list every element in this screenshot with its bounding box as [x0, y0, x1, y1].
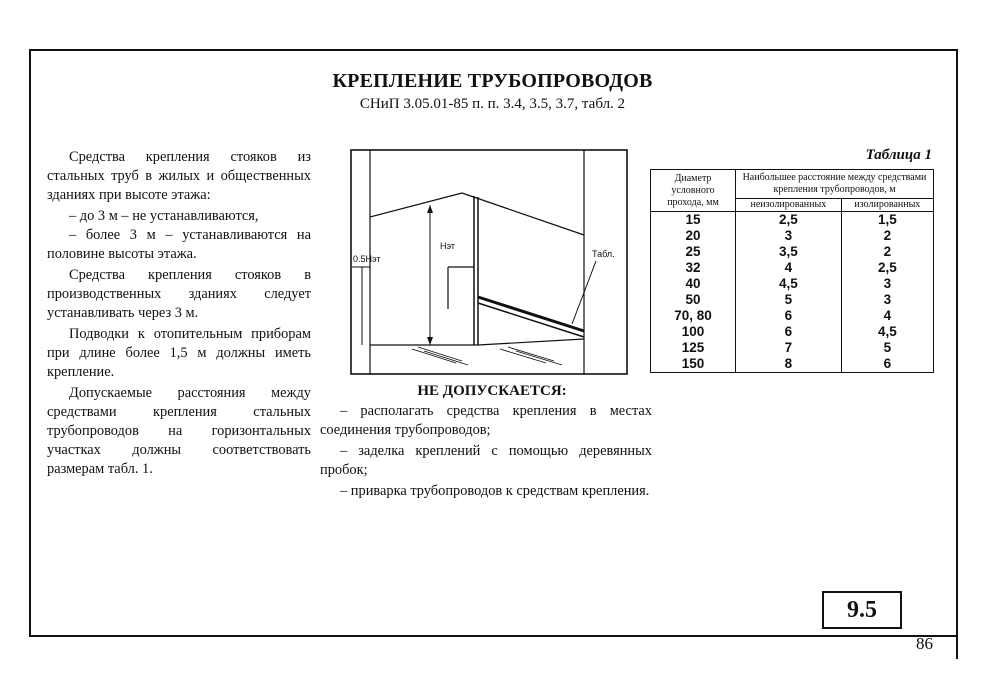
- header-insulated: изолированных: [841, 199, 933, 212]
- cell-diameter: 40: [651, 276, 736, 292]
- left-text-column: [47, 148, 311, 481]
- header-uninsulated: неизолированных: [736, 199, 842, 212]
- prohibited-section: [320, 382, 652, 503]
- prohibited-item: – заделка креплений с помощью деревянных пробок;: [320, 443, 652, 478]
- cell-insulated: 3: [841, 276, 933, 292]
- table-row: [651, 212, 934, 229]
- page-frame-right-rule: [956, 49, 958, 659]
- paragraph: Средства крепления стояков в производственных зданиях следует устанавливать через 3 м.: [47, 267, 311, 321]
- table-row: [651, 228, 934, 244]
- cell-uninsulated: 5: [736, 292, 842, 308]
- cell-uninsulated: 3,5: [736, 244, 842, 260]
- cell-diameter: 15: [651, 212, 736, 229]
- prohibited-item: – приварка трубопроводов к средствам крепления.: [340, 483, 650, 499]
- cell-insulated: 1,5: [841, 212, 933, 229]
- cell-diameter: 20: [651, 228, 736, 244]
- table-row: [651, 356, 934, 373]
- cell-diameter: 50: [651, 292, 736, 308]
- pipe-spacing-table: [650, 169, 934, 373]
- cell-diameter: 125: [651, 340, 736, 356]
- cell-insulated: 2: [841, 228, 933, 244]
- cell-uninsulated: 6: [736, 324, 842, 340]
- page-number: 86: [916, 634, 933, 653]
- table-caption: Таблица 1: [865, 147, 932, 163]
- page-title: КРЕПЛЕНИЕ ТРУБОПРОВОДОВ: [332, 70, 653, 92]
- table-row: [651, 276, 934, 292]
- prohibited-item: – располагать средства крепления в местах соединения трубопроводов;: [320, 403, 652, 438]
- cell-uninsulated: 4,5: [736, 276, 842, 292]
- paragraph: – до 3 м – не устанавливаются,: [69, 208, 259, 224]
- paragraph: Допускаемые расстояния между средствами крепления стальных трубопроводов на горизонтальных участках должны соответствовать размерам табл. 1.: [47, 385, 311, 477]
- paragraph: – более 3 м – устанавливаются на половине высоты этажа.: [47, 227, 311, 262]
- cell-uninsulated: 4: [736, 260, 842, 276]
- table-row: [651, 244, 934, 260]
- cell-insulated: 2: [841, 244, 933, 260]
- table-row: [651, 308, 934, 324]
- cell-diameter: 25: [651, 244, 736, 260]
- cell-insulated: 4: [841, 308, 933, 324]
- pipe-mounting-figure: [350, 149, 628, 375]
- table-row: [651, 340, 934, 356]
- cell-insulated: 2,5: [841, 260, 933, 276]
- label-half-height: 0.5Нэт: [353, 254, 381, 264]
- label-floor-height: Нэт: [440, 241, 456, 251]
- table-row: [651, 260, 934, 276]
- section-badge: 9.5: [822, 591, 902, 629]
- header-max-distance: Наибольшее расстояние между средствами крепления трубопроводов, м: [736, 170, 934, 199]
- cell-uninsulated: 6: [736, 308, 842, 324]
- cell-uninsulated: 3: [736, 228, 842, 244]
- label-table-ref: Табл.: [592, 249, 615, 259]
- prohibited-title: НЕ ДОПУСКАЕТСЯ:: [417, 383, 567, 399]
- cell-uninsulated: 2,5: [736, 212, 842, 229]
- cell-diameter: 70, 80: [651, 308, 736, 324]
- cell-uninsulated: 7: [736, 340, 842, 356]
- paragraph: Подводки к отопительным приборам при длине более 1,5 м должны иметь крепление.: [47, 326, 311, 380]
- paragraph: Средства крепления стояков из стальных труб в жилых и общественных зданиях при высоте этажа:: [47, 149, 311, 203]
- table-row: [651, 324, 934, 340]
- cell-insulated: 4,5: [841, 324, 933, 340]
- page-subtitle: СНиП 3.05.01-85 п. п. 3.4, 3.5, 3.7, табл. 2: [359, 96, 626, 112]
- cell-insulated: 3: [841, 292, 933, 308]
- cell-uninsulated: 8: [736, 356, 842, 373]
- cell-diameter: 100: [651, 324, 736, 340]
- header-diameter: Диаметр условного прохода, мм: [651, 170, 736, 212]
- cell-diameter: 32: [651, 260, 736, 276]
- cell-diameter: 150: [651, 356, 736, 373]
- cell-insulated: 5: [841, 340, 933, 356]
- table-row: [651, 292, 934, 308]
- cell-insulated: 6: [841, 356, 933, 373]
